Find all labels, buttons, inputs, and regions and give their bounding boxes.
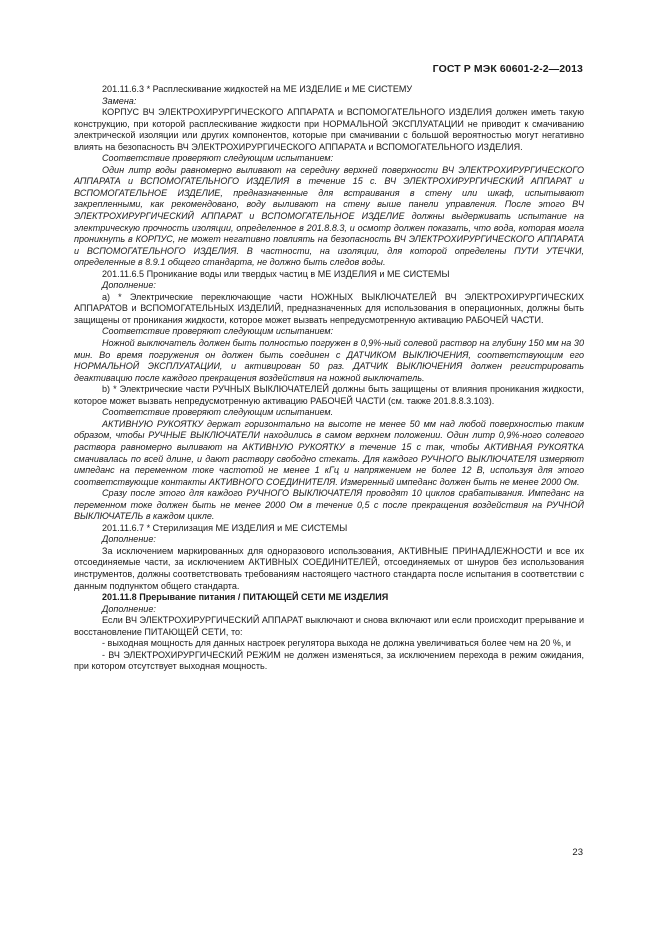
paragraph: Соответствие проверяют следующим испытанием. [102, 407, 334, 418]
paragraph: 201.11.6.5 Проникание воды или твердых частиц в МЕ ИЗДЕЛИЯ и МЕ СИСТЕМЫ [102, 268, 450, 279]
standard-header: ГОСТ Р МЭК 60601-2-2—2013 [432, 63, 583, 75]
paragraph: - выходная мощность для данных настроек регулятора выхода не должна увеличиваться более чем на 20 %, и [102, 638, 571, 649]
paragraph: КОРПУС ВЧ ЭЛЕКТРОХИРУРГИЧЕСКОГО АППАРАТА и ВСПОМОГАТЕЛЬНОГО ИЗДЕЛИЯ должен иметь такую конструкцию, при которой расплескивание жидкости при НОРМАЛЬНОЙ ЭКСПЛУАТАЦИИ не приводит к смачиванию электрической изоляции или других компонентов, которые при смачивании с большой вероятностью могут негативно влиять на безопасность ВЧ ЭЛЕКТРОХИРУРГИЧЕСКОГО АППАРАТА и ВСПОМОГАТЕЛЬНОГО ИЗДЕЛИЯ. [74, 107, 584, 152]
paragraph: Дополнение: [102, 603, 156, 614]
paragraph: 201.11.6.7 * Стерилизация МЕ ИЗДЕЛИЯ и МЕ СИСТЕМЫ [102, 522, 348, 533]
paragraph: АКТИВНУЮ РУКОЯТКУ держат горизонтально на высоте не менее 50 мм над любой поверхностью таким образом, чтобы РУЧНЫЕ ВЫКЛЮЧАТЕЛИ находились в самом верхнем положении. Один литр 0,9%-ного солевого раствора равномерно выливают на АКТИВНУЮ РУКОЯТКУ в течение 15 с так, чтобы АКТИВНАЯ РУКОЯТКА смачивалась по всей длине, и дают раствору свободно стекать. Для каждого РУЧНОГО ВЫКЛЮЧАТЕЛЯ измеряют импеданс на переменном токе частотой не менее 1 кГц и напряжением не более 12 В, используя для этого соответствующие контакты АКТИВНОГО СОЕДИНИТЕЛЯ. Измеренный импеданс должен быть не менее 2000 Ом. [74, 418, 584, 487]
paragraph: Сразу после этого для каждого РУЧНОГО ВЫКЛЮЧАТЕЛЯ проводят 10 циклов срабатывания. Импеданс на переменном токе должен быть не менее 2000 Ом в течение 0,5 с после прекращения воздействия на РУЧНОЙ ВЫКЛЮЧАТЕЛЬ в каждом цикле. [74, 488, 584, 522]
paragraph: - ВЧ ЭЛЕКТРОХИРУРГИЧЕСКИЙ РЕЖИМ не должен изменяться, за исключением перехода в режим ожидания, при котором отсутствует выходная мощность. [74, 649, 584, 672]
paragraph: Ножной выключатель должен быть полностью погружен в 0,9%-ный солевой раствор на глубину 150 мм на 30 мин. Во время погружения он должен быть соединен с ДАТЧИКОМ ВЫКЛЮЧЕНИЯ, соответствующим его НОРМАЛЬНОЙ ЭКСПЛУАТАЦИИ, и активирован 50 раз. ДАТЧИК ВЫКЛЮЧЕНИЯ должен регистрировать деактивацию после каждого прекращения воздействия на ножной выключатель. [74, 338, 584, 383]
document-body [74, 84, 584, 673]
paragraph: Замена: [102, 95, 137, 106]
paragraph: Один литр воды равномерно выливают на середину верхней поверхности ВЧ ЭЛЕКТРОХИРУРГИЧЕСКОГО АППАРАТА и ВСПОМОГАТЕЛЬНОГО ИЗДЕЛИЯ в течение 15 с. ВЧ ЭЛЕКТРОХИРУРГИЧЕСКИЙ АППАРАТ и ВСПОМОГАТЕЛЬНОЕ ИЗДЕЛИЕ, предназначенные для встраивания в стену или шкаф, испытывают закрепленными, как рекомендовано, воду выливают на стену выше панели управления. После этого ВЧ ЭЛЕКТРОХИРУРГИЧЕСКИЙ АППАРАТ и ВСПОМОГАТЕЛЬНОЕ ИЗДЕЛИЕ должны выдерживать испытание на электрическую прочность изоляции, определенное в 201.8.8.3, и осмотр должен показать, что вода, которая могла проникнуть в КОРПУС, не может негативно повлиять на безопасность ВЧ ЭЛЕКТРОХИРУРГИЧЕСКОГО АППАРАТА и ВСПОМОГАТЕЛЬНОГО ИЗДЕЛИЯ. В частности, на изоляции, для которой определены ПУТИ УТЕЧКИ, определенные в 8.9.1 общего стандарта, не должно быть следов воды. [74, 164, 584, 268]
page-number: 23 [572, 847, 583, 858]
paragraph: Дополнение: [102, 534, 156, 545]
paragraph: 201.11.8 Прерывание питания / ПИТАЮЩЕЙ СЕТИ МЕ ИЗДЕЛИЯ [102, 592, 389, 603]
paragraph: b) * Электрические части РУЧНЫХ ВЫКЛЮЧАТЕЛЕЙ должны быть защищены от влияния проникания жидкости, которое может вызвать непредусмотренную активацию РАБОЧЕЙ ЧАСТИ (см. также 201.8.8.3.103). [74, 384, 584, 406]
paragraph: За исключением маркированных для одноразового использования, АКТИВНЫЕ ПРИНАДЛЕЖНОСТИ и все их отсоединяемые части, за исключением АКТИВНЫХ СОЕДИНИТЕЛЕЙ, отсоединяемых от шнуров без использования инструментов, должны соответствовать требованиям настоящего частного стандарта после испытания в соответствии с данным подпунктом общего стандарта. [74, 545, 584, 591]
paragraph: Соответствие проверяют следующим испытанием: [102, 153, 334, 164]
paragraph: Если ВЧ ЭЛЕКТРОХИРУРГИЧЕСКИЙ АППАРАТ выключают и снова включают или если происходит прерывание и восстановление ПИТАЮЩЕЙ СЕТИ, то: [74, 615, 584, 637]
paragraph: Соответствие проверяют следующим испытанием: [102, 326, 334, 337]
paragraph: Дополнение: [102, 280, 156, 291]
paragraph: а) * Электрические переключающие части НОЖНЫХ ВЫКЛЮЧАТЕЛЕЙ ВЧ ЭЛЕКТРОХИРУРГИЧЕСКИХ АППАРАТОВ и ВСПОМОГАТЕЛЬНЫХ ИЗДЕЛИЙ, предназначенных для использования в операционных, должны быть защищены от проникания жидкости, которое может вызвать непредусмотренную активацию РАБОЧЕЙ ЧАСТИ. [74, 291, 584, 325]
paragraph: 201.11.6.3 * Расплескивание жидкостей на МЕ ИЗДЕЛИЕ и МЕ СИСТЕМУ [102, 84, 413, 94]
